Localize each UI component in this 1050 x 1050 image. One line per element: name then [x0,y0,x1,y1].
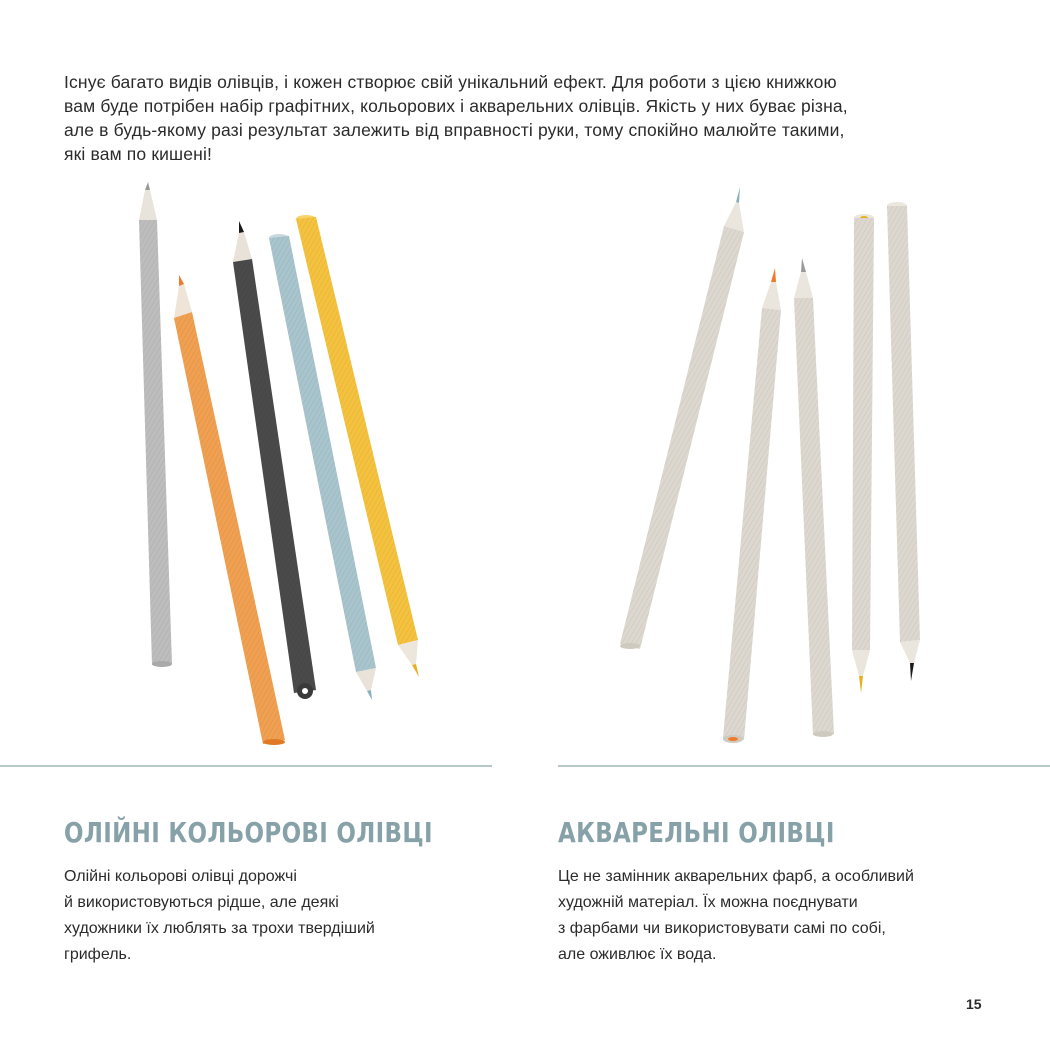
divider-right [558,765,1050,767]
description-line: грифель. [64,946,132,963]
oil-pencils-description [64,864,375,968]
intro-line: але в будь-якому разі результат залежить від вправності руки, тому спокійно малюйте такими, [64,120,845,140]
divider-left [0,765,492,767]
watercolor-pencils-group [620,187,920,743]
description-line: з фарбами чи використовувати самі по собі, [558,920,886,937]
grey-pencil-icon [139,182,172,667]
oil-pencils-heading: ОЛІЙНІ КОЛЬОРОВІ ОЛІВЦІ [64,816,433,849]
description-line: й використовуються рідше, але деякі [64,894,339,911]
watercolor-grey-pencil-icon [794,258,834,737]
description-line: художники їх люблять за трохи твердіший [64,920,375,937]
page-number: 15 [966,996,982,1012]
watercolor-orange-pencil-icon [723,268,781,743]
intro-line: вам буде потрібен набір графітних, кольорових і акварельних олівців. Якість у них буває різна, [64,96,848,116]
description-line: художній матеріал. Їх можна поєднувати [558,894,858,911]
intro-line: які вам по кишені! [64,144,212,164]
intro-line: Існує багато видів олівців, і кожен створює свій унікальний ефект. Для роботи з цією книжкою [64,72,837,92]
watercolor-pencils-description [558,864,914,968]
watercolor-black-pencil-icon [887,202,920,681]
oil-pencils-group [139,182,419,745]
watercolor-pencils-heading: АКВАРЕЛЬНІ ОЛІВЦІ [558,816,835,849]
watercolor-blue-pencil-icon [620,187,744,649]
description-line: але оживлює їх вода. [558,946,717,963]
description-line: Це не замінник акварельних фарб, а особливий [558,868,914,885]
watercolor-yellow-pencil-icon [852,214,874,693]
description-line: Олійні кольорові олівці дорожчі [64,868,297,885]
